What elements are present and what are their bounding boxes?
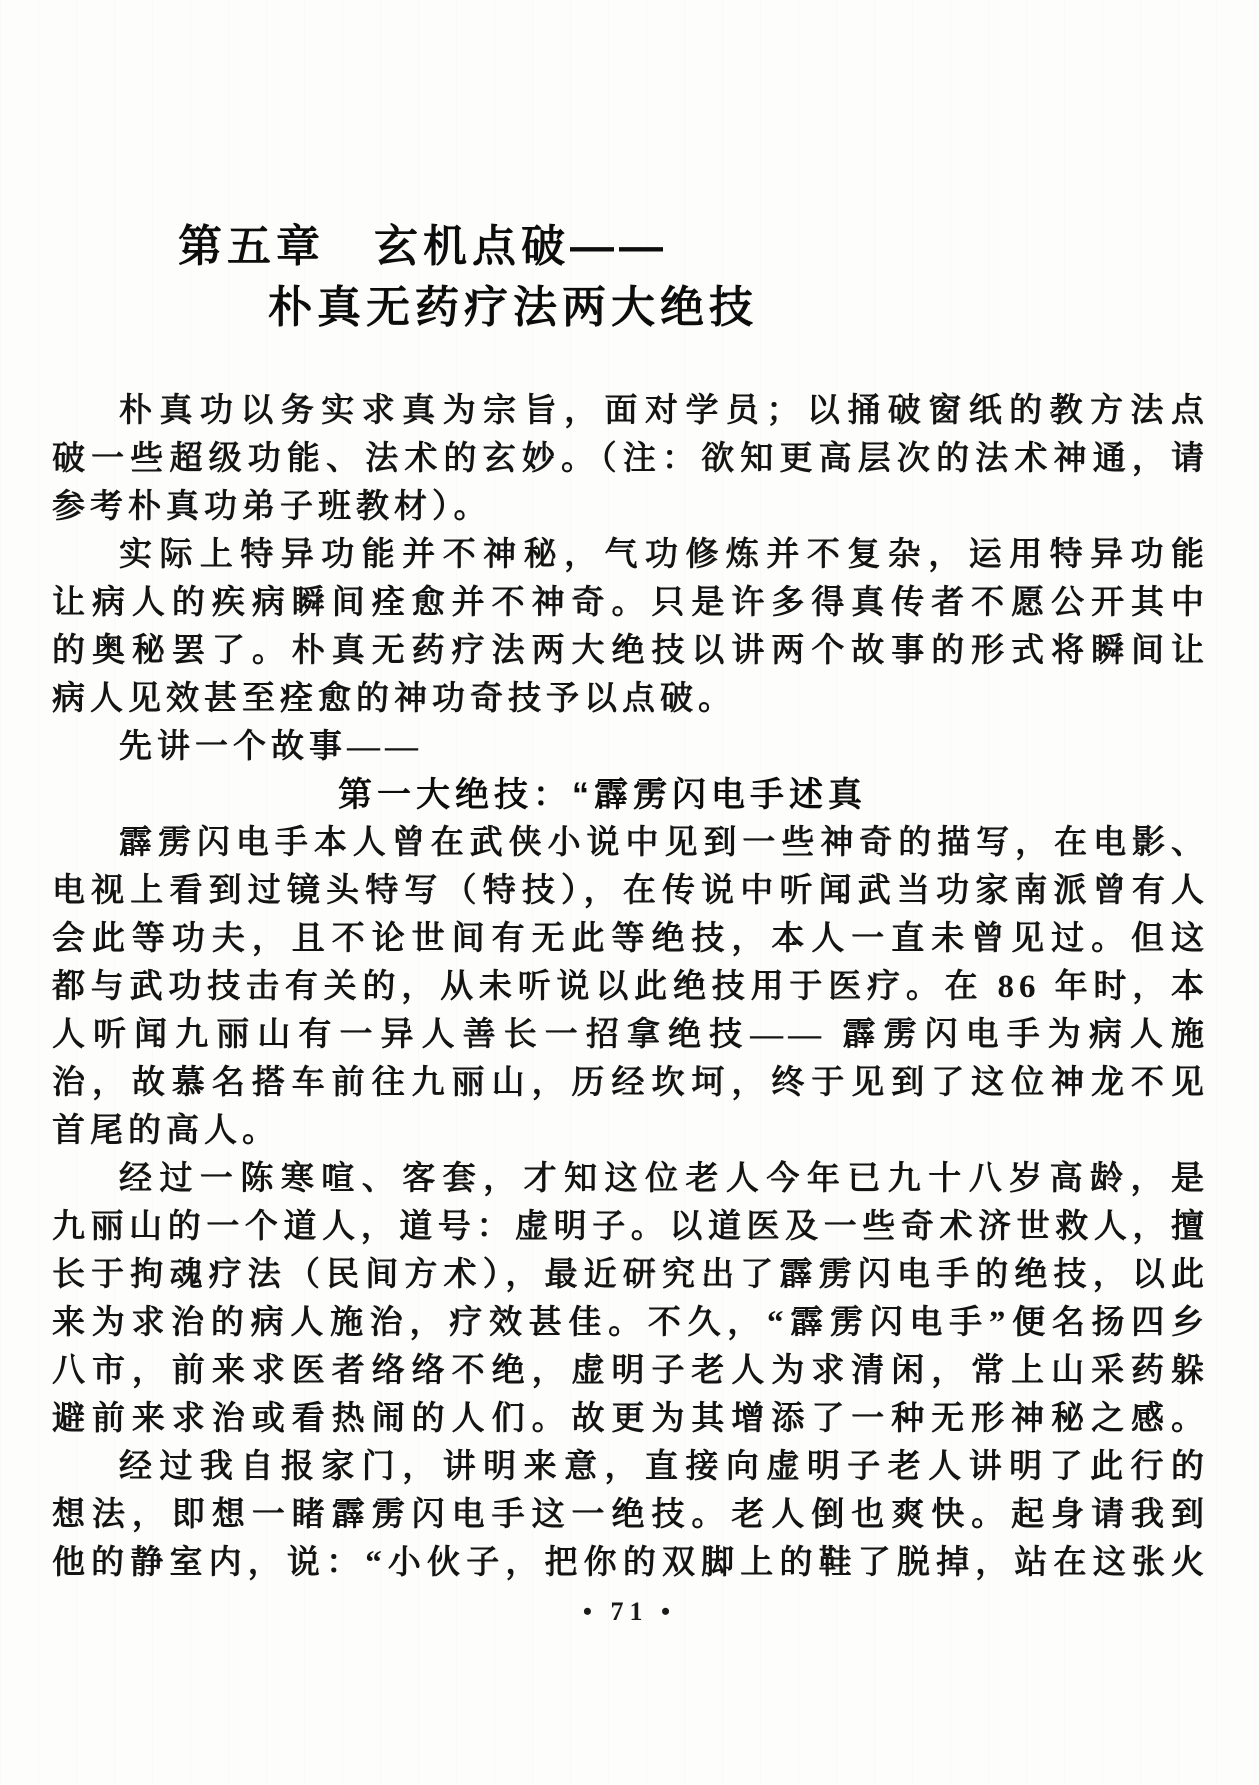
body-line: 治，故慕名搭车前往九丽山，历经坎坷，终于见到了这位神龙不见 (52, 1065, 1209, 1101)
body-line: 经过我自报家门，讲明来意，直接向虚明子老人讲明了此行的 (119, 1449, 1209, 1485)
body-line: 参考朴真功弟子班教材）。 (52, 489, 492, 525)
body-line: 避前来求治或看热闹的人们。故更为其增添了一种无形神秘之感。 (52, 1401, 1209, 1437)
body-line: 想法，即想一睹霹雳闪电手这一绝技。老人倒也爽快。起身请我到 (52, 1497, 1209, 1533)
body-line: 的奥秘罢了。朴真无药疗法两大绝技以讲两个故事的形式将瞬间让 (52, 633, 1209, 669)
body-line: 九丽山的一个道人，道号：虚明子。以道医及一些奇术济世救人，擅 (52, 1209, 1209, 1245)
body-line: 他的静室内，说：“小伙子，把你的双脚上的鞋了脱掉，站在这张火 (52, 1545, 1209, 1581)
body-line: 来为求治的病人施治，疗效甚佳。不久，“霹雳闪电手”便名扬四乡 (52, 1305, 1209, 1341)
section-heading: 第一大绝技：“霹雳闪电手述真 (338, 776, 867, 814)
body-line: 长于拘魂疗法（民间方术），最近研究出了霹雳闪电手的绝技，以此 (52, 1257, 1209, 1293)
chapter-title-line-2: 朴真无药疗法两大绝技 (268, 283, 758, 332)
body-line: 实际上特异功能并不神秘，气功修炼并不复杂，运用特异功能 (119, 537, 1209, 573)
body-line: 破一些超级功能、法术的玄妙。（注：欲知更高层次的法术神通，请 (52, 441, 1209, 477)
body-line: 首尾的高人。 (52, 1113, 280, 1149)
body-line: 电视上看到过镜头特写（特技），在传说中听闻武当功家南派曾有人 (52, 873, 1209, 909)
body-line: 人听闻九丽山有一异人善长一招拿绝技—— 霹雳闪电手为病人施 (52, 1017, 1209, 1053)
body-line: 八市，前来求医者络络不绝，虚明子老人为求清闲，常上山采药躲 (52, 1353, 1209, 1389)
chapter-title-line-1: 第五章 玄机点破—— (178, 222, 668, 271)
body-text (52, 387, 1209, 1587)
body-line: 病人见效甚至痊愈的神功奇技予以点破。 (52, 681, 736, 717)
body-line: 霹雳闪电手本人曾在武侠小说中见到一些神奇的描写，在电影、 (119, 825, 1209, 861)
body-line: 经过一陈寒喧、客套，才知这位老人今年已九十八岁高龄，是 (119, 1161, 1209, 1197)
body-line: 先讲一个故事—— (119, 729, 423, 765)
body-line: 会此等功夫，且不论世间有无此等绝技，本人一直未曾见过。但这 (52, 921, 1209, 957)
body-line: 朴真功以务实求真为宗旨，面对学员；以捅破窗纸的教方法点 (119, 393, 1209, 429)
body-line: 都与武功技击有关的，从未听说以此绝技用于医疗。在 86 年时，本 (52, 969, 1209, 1005)
page-number: • 71 • (582, 1597, 677, 1626)
body-line: 让病人的疾病瞬间痊愈并不神奇。只是许多得真传者不愿公开其中 (52, 585, 1209, 621)
